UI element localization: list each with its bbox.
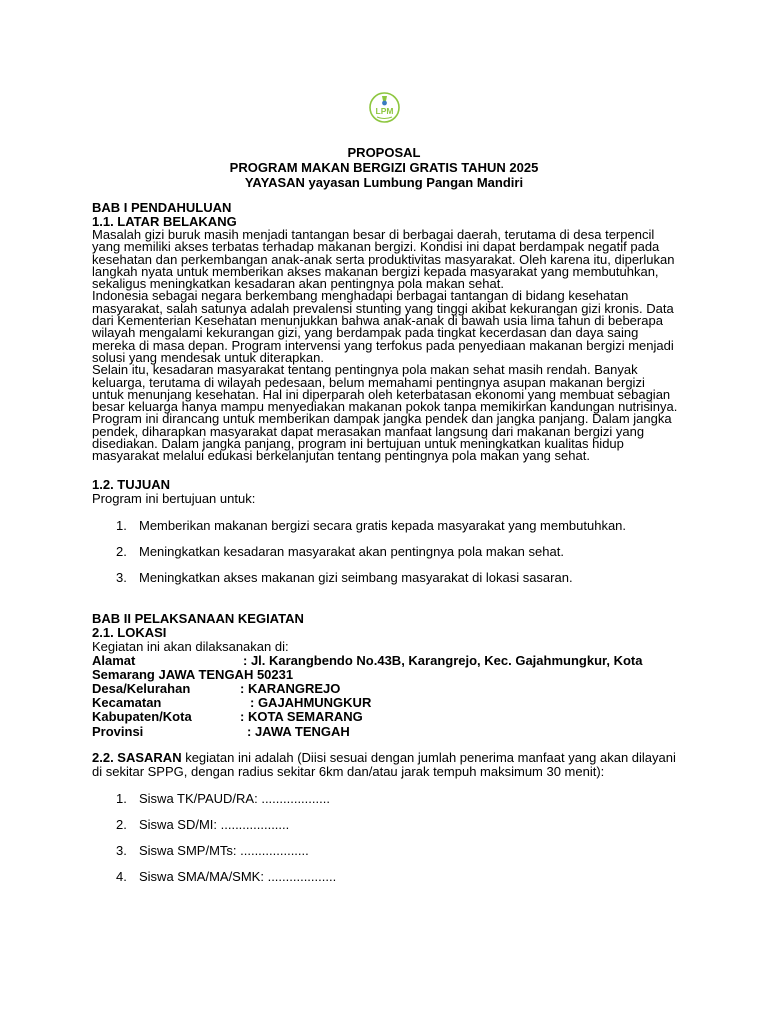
title-line-3: YAYASAN yayasan Lumbung Pangan Mandiri [244,175,524,190]
list-item: 3. Meningkatkan akses makanan gizi seimbang masyarakat di lokasi sasaran. [116,569,573,585]
bab1-heading: BAB I PENDAHULUAN [92,200,232,215]
list-item: 1. Memberikan makanan bergizi secara gratis kepada masyarakat yang membutuhkan. [116,517,627,533]
desa-value: : KARANGREJO [240,681,341,697]
section-2-1-heading: 2.1. LOKASI [92,624,167,640]
list-item: 2. Meningkatkan kesadaran masyarakat akan pentingnya pola makan sehat. [116,543,564,559]
paragraph-line: yang memiliki akses terbatas terhadap makanan bergizi. Kondisi ini dapat berdampak negatif pada [92,239,660,255]
paragraph-line: solusi yang mendesak untuk diterapkan. [92,349,324,365]
provinsi-row [92,725,684,739]
section-2-2-heading: 2.2. SASARAN [92,749,182,765]
kecamatan-value: : GAJAHMUNGKUR [250,695,372,711]
kabupaten-row [92,710,684,724]
address-block [92,654,684,739]
address-label: Alamat [92,652,136,668]
paragraph-line: keluarga, terutama di wilayah pedesaan, belum memahami pentingnya asupan makanan bergizi [92,374,645,390]
paragraph-line: pendek, diharapkan masyarakat dapat merasakan manfaat langsung dari makanan bergizi yang [92,423,645,439]
paragraph-2 [92,290,684,364]
paragraph-line: wilayah mengalami kekurangan gizi, yang berdampak pada tingkat kecerdasan dan daya saing [92,325,639,341]
paragraph-line: Indonesia sebagai negara berkembang menghadapi berbagai tantangan di bidang kesehatan [92,288,629,304]
paragraph-line: sekaligus meningkatkan kesadaran akan pentingnya pola makan sehat. [92,276,504,292]
section-1-1-heading: 1.1. LATAR BELAKANG [92,214,237,229]
paragraph-line: disediakan. Dalam jangka panjang, program ini bertujuan untuk meningkatkan kualitas hidup [92,436,624,452]
paragraph-line: besar keluarga hanya mampu menyediakan makanan pokok tanpa memikirkan kandungan nutrisinya. [92,399,678,415]
provinsi-label: Provinsi [92,723,144,739]
paragraph-3 [92,364,684,462]
paragraph-line: langkah nyata untuk memberikan akses makanan bergizi kepada masyarakat yang membutuhkan, [92,263,659,279]
list-item: 2. Siswa SD/MI: ................... [116,816,290,832]
title-line-2: PROGRAM MAKAN BERGIZI GRATIS TAHUN 2025 [229,160,539,175]
paragraph-line: Selain itu, kesadaran masyarakat tentang pentingnya pola makan sehat masih rendah. Banyak [92,362,638,378]
paragraph-1 [92,229,684,290]
kabupaten-label: Kabupaten/Kota [92,709,192,725]
section-1-2-heading: 1.2. TUJUAN [92,476,171,492]
sasaran-paragraph: 2.2. SASARAN kegiatan ini adalah (Diisi sesuai dengan jumlah penerima manfaat yang akan dilayani di sekitar SPPG, dengan radius sekitar 6km dan/atau jarak tempuh maksimum 30 menit): [92,751,684,779]
provinsi-value: : JAWA TENGAH [247,723,350,739]
bab2-heading: BAB II PELAKSANAAN KEGIATAN [92,610,304,626]
goals-list [92,519,684,584]
kecamatan-label: Kecamatan [92,695,162,711]
title-line-1: PROPOSAL [347,145,421,160]
tujuan-intro: Program ini bertujuan untuk: [92,490,256,506]
paragraph-line: untuk menunjang kesehatan. Hal ini diperparah oleh keterbatasan ekonomi yang membuat sebagian [92,386,671,402]
proposal-title-block [0,145,768,190]
kecamatan-row [92,696,684,710]
list-item: 1. Siswa TK/PAUD/RA: ................... [116,790,330,806]
paragraph-line: Program ini dirancang untuk memberikan dampak jangka pendek dan jangka panjang. Dalam jangka [92,411,672,427]
desa-label: Desa/Kelurahan [92,681,191,697]
address-value: : Jl. Karangbendo No.43B, Karangrejo, Kec. Gajahmungkur, Kota [243,652,643,668]
document-body [92,201,684,883]
paragraph-line: dari Kementerian Kesehatan menunjukkan bahwa anak-anak di bawah usia lima tahun di beberapa [92,313,663,329]
lokasi-intro: Kegiatan ini akan dilaksanakan di: [92,638,289,654]
paragraph-line: mereka di masa depan. Program intervensi yang terfokus pada penyediaan makanan bergizi menjadi [92,337,674,353]
kabupaten-value: : KOTA SEMARANG [240,709,363,725]
paragraph-line: di sekitar SPPG, dengan radius sekitar 6km dan/atau jarak tempuh maksimum 30 menit): [92,763,605,779]
paragraph-line: masyarakat, salah satunya adalah prevalensi stunting yang tinggi akibat kekurangan gizi kronis. Data [92,300,674,316]
targets-list [92,792,684,883]
logo-text: LPM [375,106,394,116]
paragraph-line: Masalah gizi buruk masih menjadi tantangan besar di berbagai daerah, terutama di desa terpencil [92,227,655,242]
paragraph-line: masyarakat melalui edukasi berkelanjutan tentang pentingnya pola makan yang sehat. [92,448,590,464]
address-row [92,654,684,668]
list-item: 4. Siswa SMA/MA/SMK: ................... [116,868,337,884]
paragraph-line: kesehatan dan perkembangan anak-anak serta produktivitas masyarakat. Oleh karena itu, diperlukan [92,251,675,267]
desa-row [92,682,684,696]
address-continuation: Semarang JAWA TENGAH 50231 [92,666,294,682]
lpm-logo [369,91,400,124]
list-item: 3. Siswa SMP/MTs: ................... [116,842,309,858]
